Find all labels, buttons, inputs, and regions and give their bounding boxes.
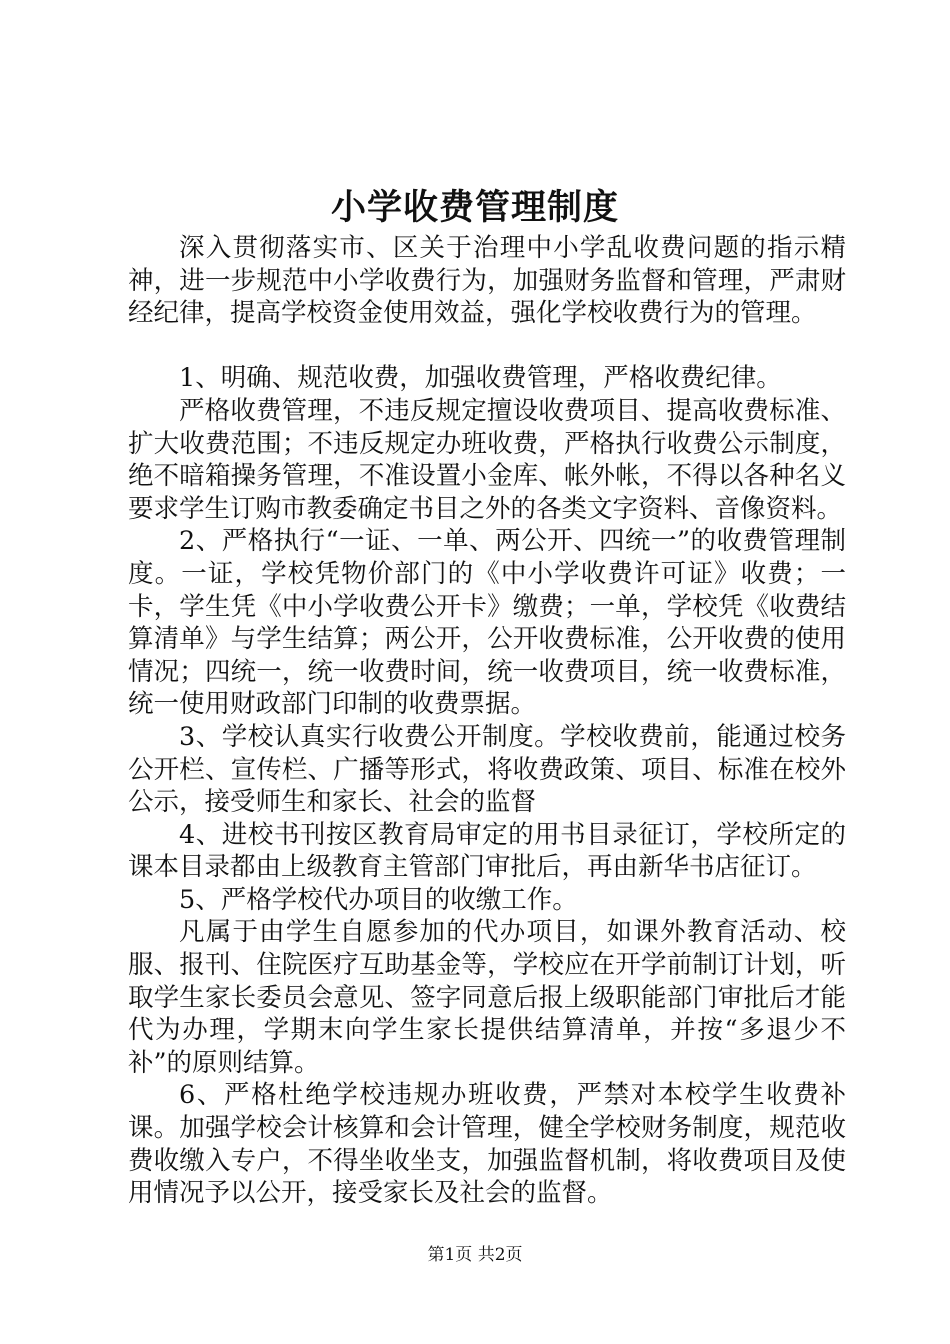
document-body (128, 232, 846, 1210)
page-number-footer: 第1页 共2页 (427, 1245, 523, 1265)
section-1-body: 严格收费管理，不违反规定擅设收费项目、提高收费标准、扩大收费范围；不违反规定办班收费，严格执行收费公示制度，绝不暗箱操务管理，不准设置小金库、帐外帐，不得以各种名义要求学生订购市教委确定书目之外的各类文字资料、音像资料。 (128, 395, 846, 524)
section-5-heading: 5、严格学校代办项目的收缴工作。 (179, 884, 578, 915)
intro-paragraph: 深入贯彻落实市、区关于治理中小学乱收费问题的指示精神，进一步规范中小学收费行为，加强财务监督和管理，严肃财经纪律，提高学校资金使用效益，强化学校收费行为的管理。 (128, 233, 846, 329)
section-3-paragraph: 3、学校认真实行收费公开制度。学校收费前，能通过校务公开栏、宣传栏、广播等形式，将收费政策、项目、标准在校外公示，接受师生和家长、社会的监督 (128, 721, 846, 818)
section-5-body: 凡属于由学生自愿参加的代办项目，如课外教育活动、校服、报刊、住院医疗互助基金等，学校应在开学前制订计划，听取学生家长委员会意见、签字同意后报上级职能部门审批后才能代为办理，学期末向学生家长提供结算清单，并按“多退少不补”的原则结算。 (128, 917, 846, 1078)
section-4-paragraph: 4、进校书刊按区教育局审定的用书目录征订，学校所定的课本目录都由上级教育主管部门审批后，再由新华书店征订。 (128, 819, 846, 883)
document-title: 小学收费管理制度 (330, 187, 619, 228)
section-2-paragraph: 2、严格执行“一证、一单、两公开、四统一”的收费管理制度。一证，学校凭物价部门的《中小学收费许可证》收费；一卡，学生凭《中小学收费公开卡》缴费；一单，学校凭《收费结算清单》与学生结算；两公开，公开收费标准，公开收费的使用情况；四统一，统一收费时间，统一收费项目，统一收费标准，统一使用财政部门印制的收费票据。 (128, 526, 846, 720)
paragraph-spacer (128, 330, 846, 363)
section-6-paragraph: 6、严格杜绝学校违规办班收费，严禁对本校学生收费补课。加强学校会计核算和会计管理，健全学校财务制度，规范收费收缴入专户，不得坐收坐支，加强监督机制，将收费项目及使用情况予以公开，接受家长及社会的监督。 (128, 1080, 846, 1209)
section-1-heading: 1、明确、规范收费，加强收费管理，严格收费纪律。 (179, 363, 782, 394)
